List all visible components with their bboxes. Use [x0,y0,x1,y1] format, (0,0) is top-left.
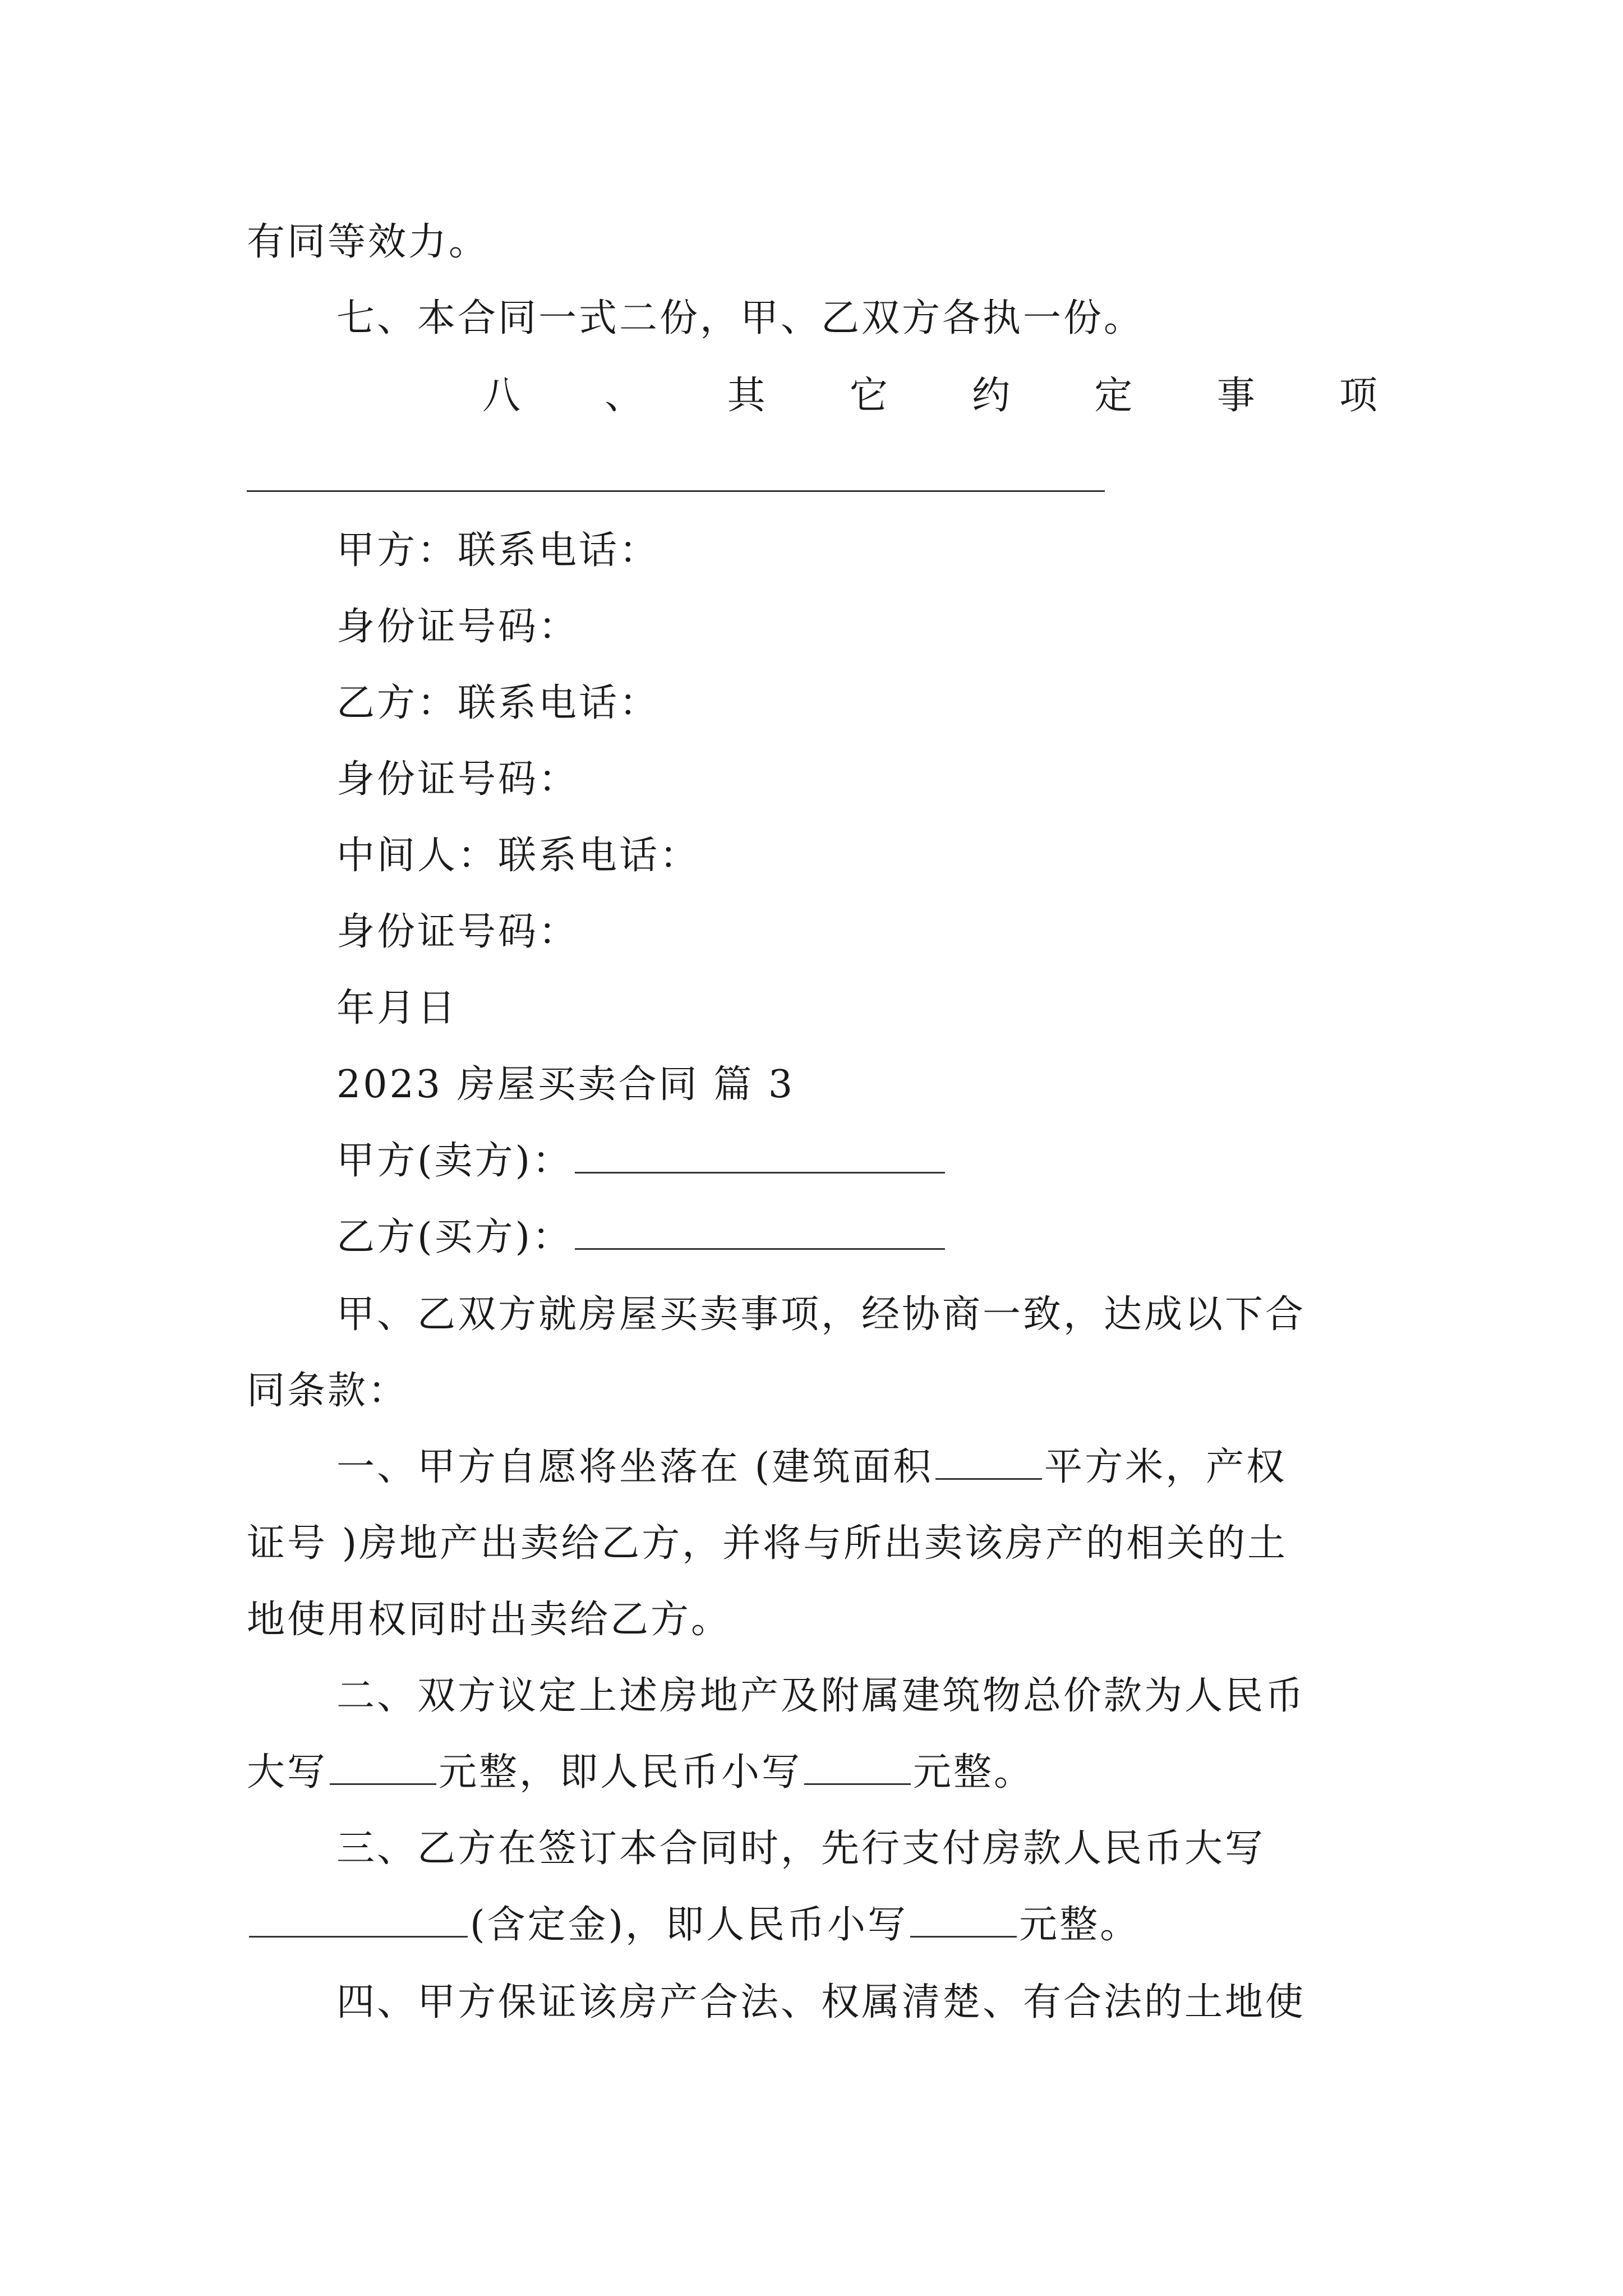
seller-line [336,1133,947,1189]
clause-four-line-1: 四、甲方保证该房产合法、权属清楚、有合法的土地使 [336,1980,1306,2024]
clause-one-line-1 [336,1439,1287,1496]
clause-three-text-a: (含定金)，即人民币小写 [470,1903,909,1947]
clause-one-text-a: 一、甲方自愿将坐落在 (建筑面积 [336,1445,934,1489]
intermediary-id: 身份证号码： [336,910,579,954]
clause-two-line-1: 二、双方议定上述房地产及附属建筑物总价款为人民币 [336,1674,1306,1718]
text-line-1: 有同等效力。 [247,220,490,264]
seller-label: 甲方(卖方)： [336,1139,573,1183]
total-price-upper-blank [330,1752,436,1785]
section-title: 2023 房屋买卖合同 篇 3 [336,1062,795,1107]
party-b-contact: 乙方：联系电话： [336,681,660,725]
party-a-contact: 甲方：联系电话： [336,528,660,573]
heading-char: 、 [605,374,645,418]
date-line: 年月日 [336,986,458,1030]
heading-char: 八 [482,374,523,418]
clause-three-line-2 [247,1897,1140,1953]
preamble-line-1: 甲、乙双方就房屋买卖事项，经协商一致，达成以下合 [336,1292,1306,1337]
clause-eight-heading [482,368,1380,424]
preamble-line-2: 同条款： [247,1369,409,1413]
buyer-label: 乙方(买方)： [336,1215,573,1259]
heading-char: 项 [1339,374,1380,418]
party-a-id: 身份证号码： [336,605,579,649]
clause-two-text-c: 元整。 [913,1750,1035,1795]
blank-fill-rule [247,490,1105,492]
area-blank [935,1447,1042,1480]
deposit-lower-blank [910,1904,1017,1938]
clause-two-text-b: 元整，即人民币小写 [439,1750,803,1795]
intermediary-contact: 中间人：联系电话： [336,834,700,878]
heading-char: 它 [849,374,890,418]
clause-one-line-3: 地使用权同时出卖给乙方。 [247,1598,732,1642]
buyer-line [336,1209,947,1266]
clause-two-text-a: 大写 [247,1750,328,1795]
clause-seven: 七、本合同一式二份，甲、乙双方各执一份。 [336,296,1145,341]
clause-one-text-b: 平方米，产权 [1044,1445,1287,1489]
party-b-id: 身份证号码： [336,757,579,802]
buyer-blank [575,1217,945,1250]
heading-char: 其 [727,374,768,418]
heading-char: 定 [1094,374,1135,418]
seller-blank [575,1140,945,1174]
heading-char: 事 [1216,374,1257,418]
total-price-lower-blank [804,1752,911,1785]
deposit-upper-blank [249,1904,468,1938]
clause-three-line-1: 三、乙方在签订本合同时，先行支付房款人民币大写 [336,1826,1266,1871]
clause-two-line-2 [247,1745,1034,1801]
clause-one-line-2: 证号 )房地产出卖给乙方，并将与所出卖该房产的相关的土 [247,1521,1288,1566]
heading-char: 约 [972,374,1013,418]
clause-three-text-b: 元整。 [1019,1903,1141,1947]
